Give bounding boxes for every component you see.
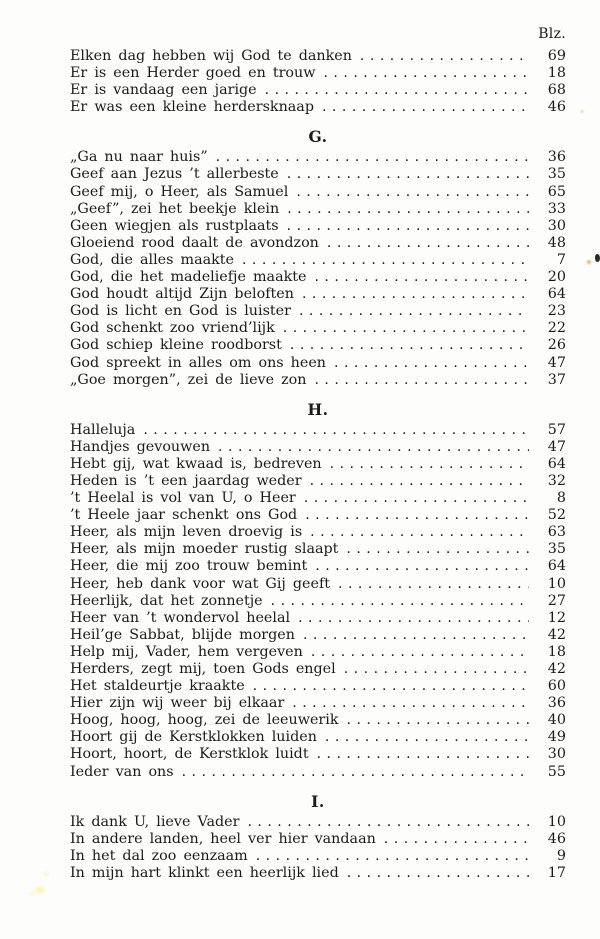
- song-title: God is licht en God is luister: [70, 303, 291, 320]
- song-title: Geen wiegjen als rustplaats: [70, 217, 279, 234]
- song-title: „Ga nu naar huis”: [70, 149, 208, 166]
- index-entry-row: [70, 541, 566, 558]
- song-page-number: 37: [547, 371, 566, 388]
- index-entry-row: [70, 439, 566, 456]
- index-entry-row: [70, 729, 566, 746]
- dot-leader: [299, 303, 529, 320]
- index-sections: [70, 48, 566, 882]
- dot-leader: [256, 848, 529, 865]
- dot-leader: [384, 831, 529, 848]
- song-title: „Geef”, zei het beekje klein: [70, 200, 280, 217]
- song-title: Er was een kleine herdersknaap: [70, 99, 314, 116]
- index-entry-row: [70, 507, 566, 524]
- index-entry-row: [70, 558, 566, 575]
- song-title: God schiep kleine roodborst: [70, 337, 282, 354]
- song-page-number: 30: [547, 217, 566, 234]
- song-title: Handjes gevouwen: [70, 438, 211, 455]
- song-title: „Goe morgen”, zei de lieve zon: [70, 371, 307, 388]
- song-title: Heer, heb dank voor wat Gij geeft: [70, 575, 331, 592]
- song-title: Heden is ’t een jaardag weder: [70, 472, 302, 489]
- index-entry-row: [70, 166, 566, 183]
- song-page-number: 35: [547, 541, 566, 558]
- scan-smudge-yellow: [24, 864, 56, 902]
- song-title: Er is vandaag een jarige: [70, 82, 257, 99]
- song-page-number: 63: [547, 524, 566, 541]
- dot-leader: [310, 473, 529, 490]
- index-entry-row: [70, 235, 566, 252]
- dot-leader: [182, 764, 529, 781]
- page-number-column-header: Blz.: [538, 26, 566, 42]
- song-title: Help mij, Vader, hem vergeven: [70, 643, 303, 660]
- index-entry-row: [70, 524, 566, 541]
- index-entry-row: [70, 65, 566, 82]
- song-page-number: 47: [547, 438, 566, 455]
- song-page-number: 69: [547, 48, 566, 64]
- dot-leader: [247, 814, 529, 831]
- song-title: Heerlijk, dat het zonnetje: [70, 592, 263, 609]
- song-title: Ik dank U, lieve Vader: [70, 813, 240, 830]
- index-entry-row: [70, 814, 566, 831]
- song-page-number: 10: [547, 813, 566, 830]
- song-title: ’t Heele jaar schenkt ons God: [70, 507, 298, 524]
- song-title: Heer, die mij zoo trouw bemint: [70, 558, 308, 575]
- index-entry-row: [70, 712, 566, 729]
- dot-leader: [216, 149, 529, 166]
- song-title: In andere landen, heel ver hier vandaan: [70, 830, 376, 847]
- song-title: Heer van ’t wondervol heelal: [70, 609, 291, 626]
- song-page-number: 20: [547, 269, 566, 286]
- index-entry-row: [70, 303, 566, 320]
- song-title: Ieder van ons: [70, 763, 174, 780]
- song-page-number: 30: [547, 746, 566, 763]
- index-entry-row: [70, 99, 566, 116]
- dot-leader: [271, 593, 529, 610]
- index-entry-row: [70, 746, 566, 763]
- song-title: Herders, zegt mij, toen Gods engel: [70, 661, 336, 677]
- song-page-number: 46: [547, 830, 566, 847]
- song-page-number: 12: [547, 609, 566, 626]
- song-title: Hoog, hoog, hoog, zei de leeuwerik: [70, 712, 339, 729]
- index-entry-row: [70, 627, 566, 644]
- song-page-number: 9: [556, 847, 566, 864]
- section-letter-heading: I.: [311, 791, 325, 811]
- index-entry-row: [70, 355, 566, 372]
- scan-speck-orange: [586, 259, 592, 265]
- index-entry-row: [70, 149, 566, 166]
- song-title: Geef aan Jezus ’t allerbeste: [70, 166, 279, 183]
- dot-leader: [265, 82, 529, 99]
- index-entry-row: [70, 661, 566, 678]
- index-entry-row: [70, 695, 566, 712]
- index-entry-row: [70, 422, 566, 439]
- index-entry-row: [70, 490, 566, 507]
- dot-leader: [305, 507, 529, 524]
- dot-leader: [347, 712, 530, 729]
- song-page-number: 17: [547, 864, 566, 881]
- index-entry-row: [70, 576, 566, 593]
- index-entry-row: [70, 473, 566, 490]
- song-page-number: 27: [547, 592, 566, 609]
- index-entry-row: [70, 764, 566, 781]
- song-page-number: 64: [547, 286, 566, 303]
- dot-leader: [290, 337, 529, 354]
- song-page-number: 26: [547, 337, 566, 354]
- song-page-number: 57: [547, 421, 566, 438]
- song-title: Gloeiend rood daalt de avondzon: [70, 234, 319, 251]
- song-title: Hier zijn wij weer bij elkaar: [70, 695, 285, 712]
- dot-leader: [314, 269, 529, 286]
- index-section-h: [70, 401, 566, 781]
- dot-leader: [360, 48, 529, 65]
- song-page-number: 48: [547, 234, 566, 251]
- song-page-number: 22: [547, 320, 566, 337]
- song-page-number: 40: [547, 712, 566, 729]
- dot-leader: [330, 456, 529, 473]
- song-page-number: 32: [547, 472, 566, 489]
- index-entry-row: [70, 48, 566, 65]
- index-section-i: [70, 793, 566, 882]
- dot-leader: [338, 576, 529, 593]
- song-page-number: 42: [547, 661, 566, 677]
- dot-leader: [325, 729, 529, 746]
- dot-leader: [303, 627, 529, 644]
- dot-leader: [314, 372, 529, 389]
- index-entry-row: [70, 848, 566, 865]
- dot-leader: [317, 746, 529, 763]
- index-entry-row: [70, 593, 566, 610]
- dot-leader: [323, 65, 529, 82]
- song-title: God, die het madeliefje maakte: [70, 269, 307, 286]
- song-title: Hoort gij de Kerstklokken luiden: [70, 729, 317, 746]
- song-page-number: 65: [547, 183, 566, 200]
- song-title: Heer, als mijn moeder rustig slaapt: [70, 541, 339, 558]
- song-page-number: 8: [556, 490, 566, 507]
- song-title: Hoort, hoort, de Kerstklok luidt: [70, 746, 309, 763]
- section-letter-heading: G.: [308, 127, 328, 147]
- dot-leader: [143, 422, 529, 439]
- song-title: ’t Heelal is vol van U, o Heer: [70, 490, 296, 507]
- song-page-number: 10: [547, 575, 566, 592]
- song-page-number: 33: [547, 200, 566, 217]
- index-entry-row: [70, 831, 566, 848]
- song-title: God spreekt in alles om ons heen: [70, 354, 327, 371]
- song-title: Elken dag hebben wij God te danken: [70, 48, 352, 64]
- dot-leader: [298, 610, 529, 627]
- index-entry-row: [70, 286, 566, 303]
- song-title: Geef mij, o Heer, als Samuel: [70, 183, 289, 200]
- song-page-number: 18: [547, 65, 566, 82]
- index-entry-row: [70, 372, 566, 389]
- song-page-number: 35: [547, 166, 566, 183]
- dot-leader: [327, 235, 529, 252]
- page-number-column-header-row: [70, 26, 566, 43]
- song-page-number: 46: [547, 99, 566, 116]
- song-title: Heer, als mijn leven droevig is: [70, 524, 303, 541]
- song-page-number: 64: [547, 558, 566, 575]
- index-entry-row: [70, 865, 566, 882]
- dot-leader: [346, 541, 529, 558]
- song-page-number: 64: [547, 455, 566, 472]
- index-entry-row: [70, 610, 566, 627]
- dot-leader: [218, 439, 529, 456]
- song-title: Hebt gij, wat kwaad is, bedreven: [70, 455, 322, 472]
- song-page-number: 68: [547, 82, 566, 99]
- dot-leader: [292, 695, 529, 712]
- song-page-number: 55: [547, 763, 566, 780]
- dot-leader: [322, 99, 529, 116]
- song-page-number: 7: [556, 251, 566, 268]
- dot-leader: [344, 661, 529, 678]
- index-entry-row: [70, 337, 566, 354]
- dot-leader: [310, 524, 529, 541]
- song-title: Het staldeurtje kraakte: [70, 678, 245, 695]
- dot-leader: [287, 218, 529, 235]
- dot-leader: [334, 355, 529, 372]
- index-entry-row: [70, 320, 566, 337]
- index-entry-row: [70, 218, 566, 235]
- dot-leader: [296, 184, 529, 201]
- song-page-number: 23: [547, 303, 566, 320]
- index-section-g: [70, 128, 566, 388]
- index-entry-row: [70, 456, 566, 473]
- dot-leader: [302, 286, 529, 303]
- song-title: God houdt altijd Zijn beloften: [70, 286, 294, 303]
- scan-speck-faint: [579, 109, 585, 114]
- section-letter-heading: H.: [307, 399, 329, 419]
- song-title: God, die alles maakte: [70, 251, 234, 268]
- song-page-number: 52: [547, 507, 566, 524]
- song-page-number: 18: [547, 643, 566, 660]
- scan-speck-dark: [595, 254, 600, 262]
- song-page-number: 42: [547, 626, 566, 643]
- index-entry-row: [70, 201, 566, 218]
- song-title: Heil’ge Sabbat, blijde morgen: [70, 626, 295, 643]
- song-page-number: 60: [547, 678, 566, 695]
- index-entry-row: [70, 82, 566, 99]
- dot-leader: [253, 678, 529, 695]
- song-page-number: 36: [547, 695, 566, 712]
- index-entry-row: [70, 252, 566, 269]
- song-title: Er is een Herder goed en trouw: [70, 65, 316, 82]
- dot-leader: [287, 166, 529, 183]
- song-title: Halleluja: [70, 421, 136, 438]
- index-entry-row: [70, 678, 566, 695]
- index-section-continued: [70, 48, 566, 116]
- song-page-number: 36: [547, 149, 566, 166]
- song-page-number: 49: [547, 729, 566, 746]
- dot-leader: [283, 320, 529, 337]
- index-entry-row: [70, 269, 566, 286]
- dot-leader: [242, 252, 529, 269]
- dot-leader: [347, 865, 529, 882]
- song-title: God schenkt zoo vriend’lijk: [70, 320, 275, 337]
- index-entry-row: [70, 644, 566, 661]
- song-page-number: 47: [547, 354, 566, 371]
- dot-leader: [287, 201, 529, 218]
- song-title: In het dal zoo eenzaam: [70, 847, 248, 864]
- index-content: [70, 26, 566, 882]
- dot-leader: [315, 558, 529, 575]
- dot-leader: [311, 644, 529, 661]
- index-entry-row: [70, 184, 566, 201]
- dot-leader: [304, 490, 529, 507]
- song-title: In mijn hart klinkt een heerlijk lied: [70, 864, 339, 881]
